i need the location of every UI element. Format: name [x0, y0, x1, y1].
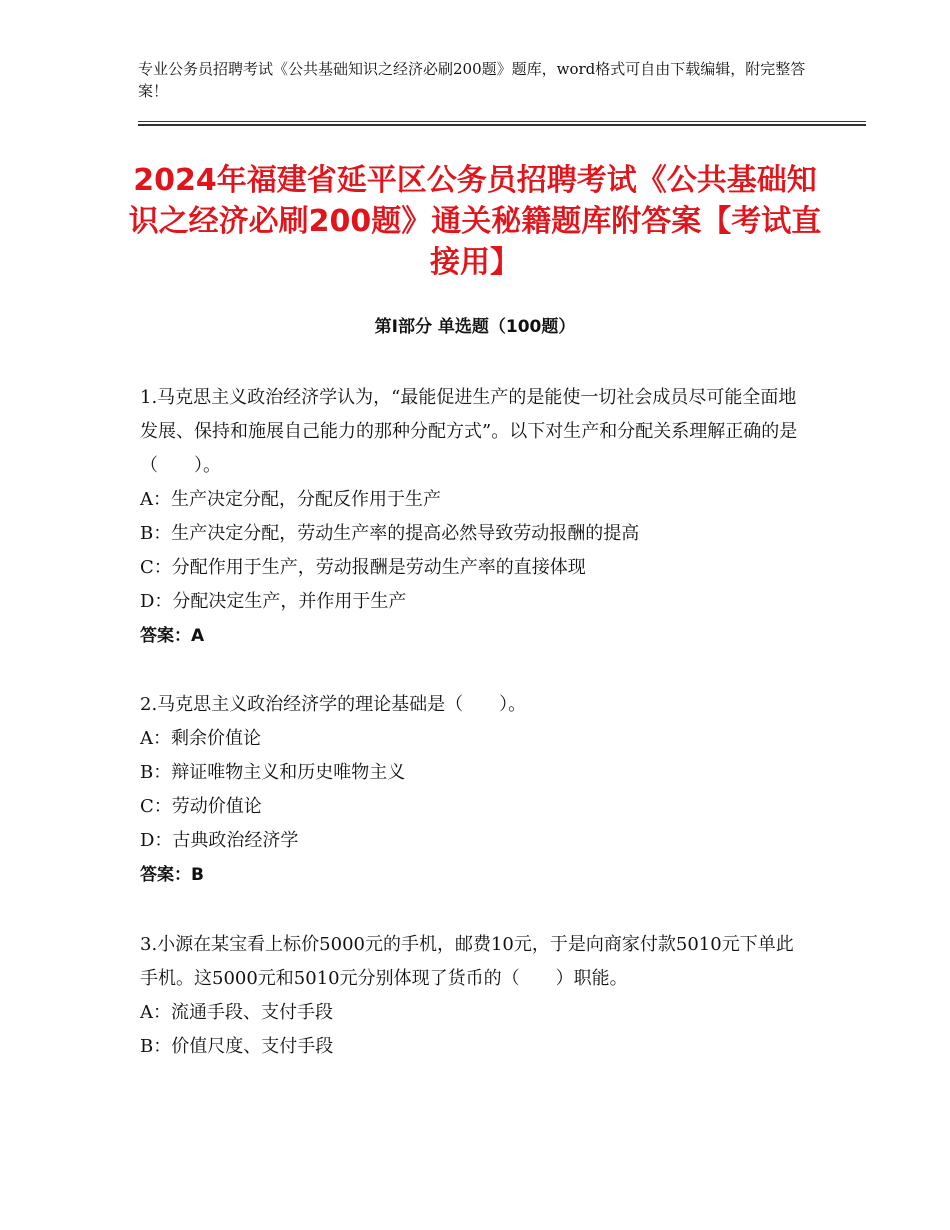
question-stem: 1.马克思主义政治经济学认为，“最能促进生产的是能使一切社会成员尽可能全面地发展、保持和施展自己能力的那种分配方式”。以下对生产和分配关系理解正确的是（ ）。 [140, 387, 798, 476]
question-block [140, 688, 805, 892]
question-stem: 2.马克思主义政治经济学的理论基础是（ ）。 [140, 694, 527, 715]
question-block [140, 928, 805, 1064]
answer: 答案：A [140, 626, 205, 646]
header-notice: 专业公务员招聘考试《公共基础知识之经济必刷200题》题库，word格式可自由下载编辑，附完整答案！ [138, 60, 806, 100]
question-block [140, 381, 805, 653]
section-title: 第Ⅰ部分 单选题（100题） [374, 317, 576, 337]
answer: 答案：B [140, 865, 204, 885]
option-a: A：剩余价值论 [140, 728, 261, 749]
option-d: D：古典政治经济学 [140, 830, 299, 851]
option-c: C：分配作用于生产，劳动报酬是劳动生产率的直接体现 [140, 557, 586, 578]
option-c: C：劳动价值论 [140, 796, 262, 817]
option-a: A：流通手段、支付手段 [140, 1002, 333, 1023]
header-divider-thin [138, 121, 866, 122]
option-b: B：辩证唯物主义和历史唯物主义 [140, 762, 406, 783]
option-d: D：分配决定生产，并作用于生产 [140, 591, 407, 612]
question-stem: 3.小源在某宝看上标价5000元的手机，邮费10元，于是向商家付款5010元下单此手机。这5000元和5010元分别体现了货币的（ ）职能。 [140, 934, 794, 989]
option-b: B：生产决定分配，劳动生产率的提高必然导致劳动报酬的提高 [140, 523, 640, 544]
option-b: B：价值尺度、支付手段 [140, 1036, 334, 1057]
option-a: A：生产决定分配，分配反作用于生产 [140, 489, 441, 510]
document-title: 2024年福建省延平区公务员招聘考试《公共基础知识之经济必刷200题》通关秘籍题库附答案【考试直接用】 [128, 163, 822, 280]
header-divider-thick [138, 124, 866, 126]
